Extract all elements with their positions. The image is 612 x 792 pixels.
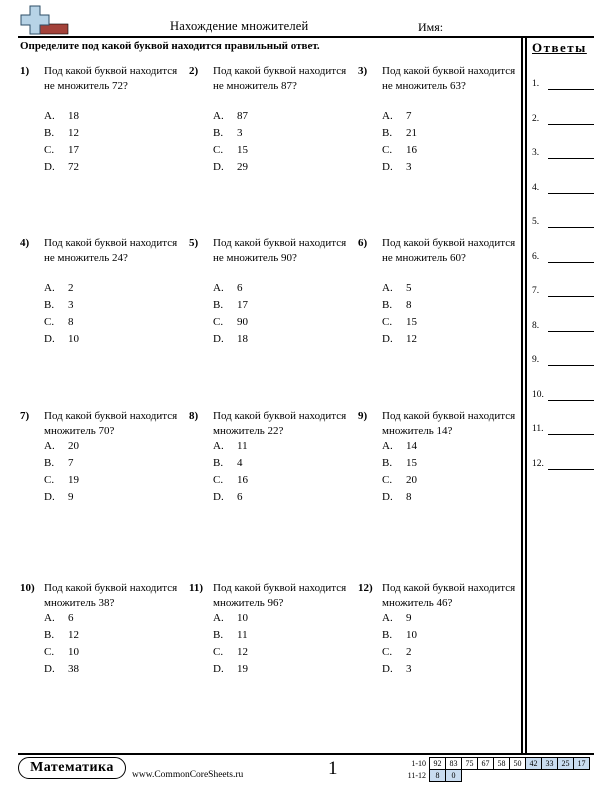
answer-option[interactable] xyxy=(213,489,248,506)
option-value: 8 xyxy=(406,299,412,311)
answer-option[interactable] xyxy=(213,108,248,125)
header-divider xyxy=(18,36,594,38)
option-value: 3 xyxy=(237,127,243,139)
answer-option[interactable] xyxy=(382,627,417,644)
option-letter: B. xyxy=(213,629,224,641)
answer-option[interactable] xyxy=(382,108,417,125)
option-value: 17 xyxy=(237,299,248,311)
option-letter: C. xyxy=(382,646,393,658)
score-cell: 83 xyxy=(446,758,462,770)
answer-option[interactable] xyxy=(382,438,417,455)
answer-option[interactable] xyxy=(213,661,248,678)
option-letter: B. xyxy=(44,127,55,139)
score-cell: 25 xyxy=(558,758,574,770)
answer-option[interactable] xyxy=(382,661,417,678)
answer-option[interactable] xyxy=(44,297,79,314)
answer-number: 12. xyxy=(532,458,544,469)
answer-option[interactable] xyxy=(44,108,79,125)
option-value: 15 xyxy=(406,316,417,328)
option-value: 12 xyxy=(406,333,417,345)
answer-option[interactable] xyxy=(382,644,417,661)
option-letter: C. xyxy=(213,144,224,156)
option-letter: C. xyxy=(44,474,55,486)
option-letter: B. xyxy=(44,629,55,641)
answer-line[interactable] xyxy=(532,390,548,400)
option-value: 5 xyxy=(406,282,412,294)
answer-blank[interactable] xyxy=(548,296,594,297)
option-value: 14 xyxy=(406,440,417,452)
question-number: 7) xyxy=(20,410,30,422)
score-cell: 50 xyxy=(510,758,526,770)
answer-line[interactable] xyxy=(532,459,548,469)
option-letter: B. xyxy=(382,629,393,641)
answer-option[interactable] xyxy=(213,280,248,297)
score-cell: 67 xyxy=(478,758,494,770)
answer-number: 9. xyxy=(532,355,540,365)
option-letter: C. xyxy=(382,474,393,486)
option-letter: D. xyxy=(44,161,55,173)
subject-badge: Математика xyxy=(18,757,126,779)
option-value: 12 xyxy=(237,646,248,658)
answer-option[interactable] xyxy=(213,438,248,455)
answer-blank[interactable] xyxy=(548,124,594,125)
option-value: 6 xyxy=(68,612,74,624)
worksheet-title: Нахождение множителей xyxy=(170,19,309,33)
answer-number: 3. xyxy=(532,148,540,158)
answer-column-divider xyxy=(521,37,523,753)
instructions: Определите под какой буквой находится правильный ответ. xyxy=(20,40,320,52)
answer-option[interactable] xyxy=(382,489,417,506)
question-number: 5) xyxy=(189,237,199,249)
score-range-label: 1-10 xyxy=(411,759,426,768)
question-text: Под какой буквой находится не множитель 24? xyxy=(44,237,178,264)
score-cell: 17 xyxy=(574,758,590,770)
option-letter: D. xyxy=(382,161,393,173)
answer-option[interactable] xyxy=(382,297,417,314)
answer-option[interactable] xyxy=(213,142,248,159)
plus-minus-logo-icon xyxy=(18,4,70,38)
question-text: Под какой буквой находится не множитель 63? xyxy=(382,65,516,92)
option-value: 11 xyxy=(237,629,248,641)
answer-option[interactable] xyxy=(213,455,248,472)
answer-options xyxy=(382,610,417,678)
option-value: 18 xyxy=(237,333,248,345)
option-value: 9 xyxy=(68,491,74,503)
option-letter: D. xyxy=(213,161,224,173)
option-value: 16 xyxy=(237,474,248,486)
option-value: 11 xyxy=(237,440,248,452)
question-number: 3) xyxy=(358,65,368,77)
option-letter: C. xyxy=(213,316,224,328)
option-value: 38 xyxy=(68,663,79,675)
score-cell: 58 xyxy=(494,758,510,770)
option-letter: B. xyxy=(213,457,224,469)
name-label: Имя: xyxy=(418,20,444,34)
option-value: 15 xyxy=(406,457,417,469)
option-letter: A. xyxy=(213,110,224,122)
option-letter: D. xyxy=(44,491,55,503)
answer-option[interactable] xyxy=(44,644,79,661)
option-value: 15 xyxy=(237,144,248,156)
option-letter: B. xyxy=(382,127,393,139)
option-value: 72 xyxy=(68,161,79,173)
option-letter: A. xyxy=(213,612,224,624)
option-value: 2 xyxy=(68,282,74,294)
answer-number: 6. xyxy=(532,251,540,262)
score-cell: 0 xyxy=(446,770,462,782)
answer-line[interactable] xyxy=(532,114,548,124)
option-value: 7 xyxy=(68,457,74,469)
question-text: Под какой буквой находится не множитель 87? xyxy=(213,65,347,92)
question-text: Под какой буквой находится множитель 70? xyxy=(44,410,178,437)
option-letter: D. xyxy=(382,491,393,503)
answer-option[interactable] xyxy=(213,331,248,348)
answer-options xyxy=(382,280,417,348)
option-value: 10 xyxy=(68,646,79,658)
answer-option[interactable] xyxy=(44,331,79,348)
question-text: Под какой буквой находится не множитель 60? xyxy=(382,237,516,264)
question-text: Под какой буквой находится не множитель 90? xyxy=(213,237,347,264)
score-cell: 92 xyxy=(430,758,446,770)
question-number: 8) xyxy=(189,410,199,422)
option-value: 19 xyxy=(68,474,79,486)
option-value: 12 xyxy=(68,629,79,641)
answer-option[interactable] xyxy=(213,627,248,644)
answer-options xyxy=(213,280,248,348)
answer-options xyxy=(213,108,248,176)
question-number: 12) xyxy=(358,582,373,594)
option-letter: A. xyxy=(44,440,55,452)
answer-number: 11. xyxy=(532,424,544,434)
answer-options xyxy=(382,108,417,176)
option-value: 2 xyxy=(406,646,412,658)
score-cell: 42 xyxy=(526,758,542,770)
answer-option[interactable] xyxy=(44,472,79,489)
answer-line[interactable] xyxy=(532,286,548,296)
score-cell: 33 xyxy=(542,758,558,770)
answer-option[interactable] xyxy=(213,472,248,489)
option-value: 3 xyxy=(406,663,412,675)
answer-option[interactable] xyxy=(382,455,417,472)
option-letter: D. xyxy=(382,663,393,675)
option-letter: D. xyxy=(213,663,224,675)
answer-number: 4. xyxy=(532,182,540,193)
option-letter: C. xyxy=(44,316,55,328)
option-letter: C. xyxy=(382,144,393,156)
answer-column-divider xyxy=(525,37,527,753)
option-value: 6 xyxy=(237,491,243,503)
option-letter: C. xyxy=(44,646,55,658)
option-value: 6 xyxy=(237,282,243,294)
answer-option[interactable] xyxy=(44,142,79,159)
answer-option[interactable] xyxy=(44,280,79,297)
option-letter: C. xyxy=(213,646,224,658)
answer-blank[interactable] xyxy=(548,227,594,228)
option-value: 90 xyxy=(237,316,248,328)
answer-option[interactable] xyxy=(44,661,79,678)
option-letter: C. xyxy=(213,474,224,486)
option-value: 20 xyxy=(68,440,79,452)
option-value: 8 xyxy=(68,316,74,328)
answer-option[interactable] xyxy=(44,125,79,142)
option-letter: A. xyxy=(382,612,393,624)
answer-option[interactable] xyxy=(44,489,79,506)
answers-title: Ответы xyxy=(532,40,587,55)
option-letter: C. xyxy=(382,316,393,328)
answer-options xyxy=(44,280,79,348)
option-value: 8 xyxy=(406,491,412,503)
option-letter: B. xyxy=(44,457,55,469)
question-number: 1) xyxy=(20,65,30,77)
option-value: 16 xyxy=(406,144,417,156)
answer-option[interactable] xyxy=(213,125,248,142)
answer-option[interactable] xyxy=(382,610,417,627)
answer-number: 8. xyxy=(532,320,540,331)
answer-option[interactable] xyxy=(44,455,79,472)
option-value: 3 xyxy=(406,161,412,173)
score-cell: 75 xyxy=(462,758,478,770)
answer-blank[interactable] xyxy=(548,469,594,470)
answer-blank[interactable] xyxy=(548,89,594,90)
option-letter: D. xyxy=(44,333,55,345)
option-letter: A. xyxy=(213,440,224,452)
option-value: 17 xyxy=(68,144,79,156)
answer-blank[interactable] xyxy=(548,331,594,332)
option-letter: D. xyxy=(382,333,393,345)
page-number: 1 xyxy=(328,758,338,779)
option-letter: A. xyxy=(213,282,224,294)
answer-option[interactable] xyxy=(213,314,248,331)
answer-option[interactable] xyxy=(44,627,79,644)
answer-line[interactable] xyxy=(532,424,548,434)
option-value: 20 xyxy=(406,474,417,486)
answer-options xyxy=(213,438,248,506)
answer-option[interactable] xyxy=(382,314,417,331)
answer-blank[interactable] xyxy=(548,365,594,366)
answer-number: 5. xyxy=(532,217,540,227)
option-value: 29 xyxy=(237,161,248,173)
answer-option[interactable] xyxy=(44,159,79,176)
option-value: 21 xyxy=(406,127,417,139)
option-value: 10 xyxy=(237,612,248,624)
question-text: Под какой буквой находится множитель 14? xyxy=(382,410,516,437)
option-letter: A. xyxy=(382,440,393,452)
answer-blank[interactable] xyxy=(548,158,594,159)
option-value: 87 xyxy=(237,110,248,122)
option-letter: A. xyxy=(44,282,55,294)
option-letter: B. xyxy=(382,299,393,311)
score-cell: 8 xyxy=(430,770,446,782)
answer-options xyxy=(44,108,79,176)
option-letter: D. xyxy=(213,491,224,503)
question-text: Под какой буквой находится множитель 38? xyxy=(44,582,178,609)
option-letter: B. xyxy=(213,127,224,139)
answer-option[interactable] xyxy=(213,159,248,176)
answer-option[interactable] xyxy=(382,280,417,297)
answer-option[interactable] xyxy=(382,159,417,176)
answer-blank[interactable] xyxy=(548,400,594,401)
option-letter: D. xyxy=(44,663,55,675)
answer-line[interactable] xyxy=(532,252,548,262)
answer-options xyxy=(44,610,79,678)
question-number: 6) xyxy=(358,237,368,249)
question-text: Под какой буквой находится множитель 46? xyxy=(382,582,516,609)
option-letter: B. xyxy=(213,299,224,311)
answer-blank[interactable] xyxy=(548,434,594,435)
answer-option[interactable] xyxy=(44,438,79,455)
answer-blank[interactable] xyxy=(548,193,594,194)
question-number: 2) xyxy=(189,65,199,77)
option-letter: A. xyxy=(44,110,55,122)
answer-line[interactable] xyxy=(532,183,548,193)
score-range-label: 11-12 xyxy=(407,771,426,780)
option-letter: A. xyxy=(382,110,393,122)
answer-blank[interactable] xyxy=(548,262,594,263)
answer-number: 1. xyxy=(532,79,540,89)
answer-option[interactable] xyxy=(213,644,248,661)
answer-option[interactable] xyxy=(213,610,248,627)
answer-option[interactable] xyxy=(44,610,79,627)
answer-line[interactable] xyxy=(532,217,548,227)
question-number: 10) xyxy=(20,582,35,594)
answer-line[interactable] xyxy=(532,79,548,89)
answer-option[interactable] xyxy=(213,297,248,314)
score-table xyxy=(398,757,590,782)
option-value: 4 xyxy=(237,457,243,469)
answer-options xyxy=(44,438,79,506)
answer-line[interactable] xyxy=(532,321,548,331)
option-value: 10 xyxy=(406,629,417,641)
option-letter: C. xyxy=(44,144,55,156)
answer-line[interactable] xyxy=(532,355,548,365)
answer-line[interactable] xyxy=(532,148,548,158)
question-number: 9) xyxy=(358,410,368,422)
question-number: 11) xyxy=(189,582,204,594)
footer-divider xyxy=(18,753,594,755)
question-number: 4) xyxy=(20,237,30,249)
answer-option[interactable] xyxy=(382,142,417,159)
option-letter: B. xyxy=(382,457,393,469)
option-value: 7 xyxy=(406,110,412,122)
answer-option[interactable] xyxy=(382,125,417,142)
answer-number: 2. xyxy=(532,113,540,124)
option-letter: B. xyxy=(44,299,55,311)
site-url: www.CommonCoreSheets.ru xyxy=(132,770,244,780)
answer-options xyxy=(213,610,248,678)
answer-options xyxy=(382,438,417,506)
option-value: 19 xyxy=(237,663,248,675)
answer-number: 7. xyxy=(532,286,540,296)
answer-number: 10. xyxy=(532,389,544,400)
question-text: Под какой буквой находится не множитель 72? xyxy=(44,65,178,92)
option-value: 10 xyxy=(68,333,79,345)
answer-option[interactable] xyxy=(44,314,79,331)
answer-option[interactable] xyxy=(382,472,417,489)
option-value: 18 xyxy=(68,110,79,122)
question-text: Под какой буквой находится множитель 22? xyxy=(213,410,347,437)
option-value: 9 xyxy=(406,612,412,624)
option-letter: A. xyxy=(44,612,55,624)
question-text: Под какой буквой находится множитель 96? xyxy=(213,582,347,609)
answer-option[interactable] xyxy=(382,331,417,348)
option-value: 12 xyxy=(68,127,79,139)
option-letter: D. xyxy=(213,333,224,345)
option-value: 3 xyxy=(68,299,74,311)
option-letter: A. xyxy=(382,282,393,294)
